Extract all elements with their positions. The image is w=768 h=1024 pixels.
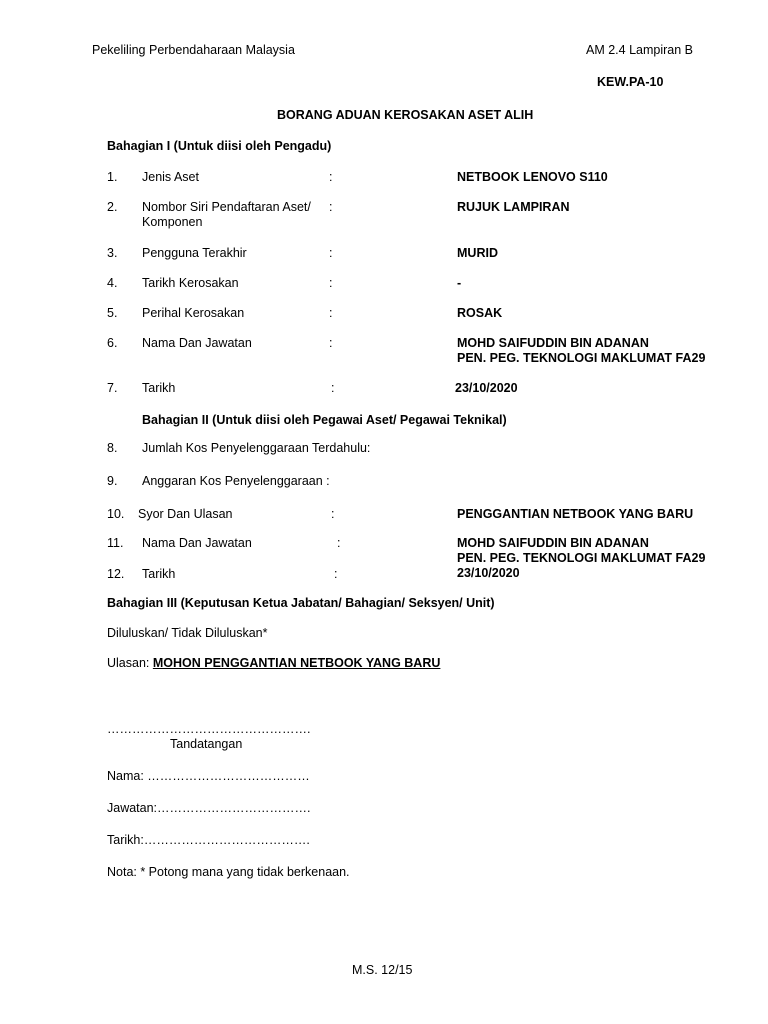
section2-heading: Bahagian II (Untuk diisi oleh Pegawai Aset/ Pegawai Teknikal) [142,413,507,427]
row-label: Tarikh Kerosakan [142,276,239,290]
row-number: 5. [107,306,118,320]
form-code: KEW.PA-10 [597,75,664,89]
row-value: ROSAK [457,306,503,320]
row-label: Nama Dan Jawatan [142,536,252,550]
row-colon: : [329,246,333,260]
row-value: NETBOOK LENOVO S110 [457,170,608,184]
jawatan-field: Jawatan:………………………………. [107,801,311,815]
section1-heading: Bahagian I (Untuk diisi oleh Pengadu) [107,139,332,153]
row-label: Anggaran Kos Penyelenggaraan : [142,474,330,488]
row-number: 3. [107,246,118,260]
row-value: MOHD SAIFUDDIN BIN ADANAN [457,336,649,350]
row-number: 2. [107,200,118,214]
row-colon: : [331,381,335,395]
page-number: M.S. 12/15 [352,963,413,977]
row-colon: : [329,276,333,290]
header-right: AM 2.4 Lampiran B [586,43,693,57]
row-label: Nombor Siri Pendaftaran Aset/ [142,200,311,214]
form-title: BORANG ADUAN KEROSAKAN ASET ALIH [277,108,534,122]
row-value: PENGGANTIAN NETBOOK YANG BARU [457,507,694,521]
row-label: Nama Dan Jawatan [142,336,252,350]
row-value-line2: PEN. PEG. TEKNOLOGI MAKLUMAT FA29 [457,551,706,565]
row-number: 9. [107,474,118,488]
ulasan-line [107,656,440,671]
row-number: 4. [107,276,118,290]
row-number: 7. [107,381,118,395]
row-label-line2: Komponen [142,215,203,229]
row-colon: : [329,200,333,214]
row-label: Tarikh [142,381,176,395]
row-label: Tarikh [142,567,176,581]
row-label: Syor Dan Ulasan [138,507,233,521]
row-number: 1. [107,170,118,184]
row-number: 12. [107,567,125,581]
row-colon: : [329,306,333,320]
row-number: 10. [107,507,125,521]
signature-line: …………………………………………. [107,722,311,736]
row-label: Jenis Aset [142,170,199,184]
row-value: - [457,276,462,290]
row-number: 6. [107,336,118,350]
row-value-line2: PEN. PEG. TEKNOLOGI MAKLUMAT FA29 [457,351,706,365]
ulasan-label: Ulasan: [107,656,153,670]
approval-status: Diluluskan/ Tidak Diluluskan* [107,626,268,640]
row-colon: : [334,567,338,581]
row-value: 23/10/2020 [457,566,520,580]
nota-text: Nota: * Potong mana yang tidak berkenaan. [107,865,350,879]
row-value: 23/10/2020 [455,381,518,395]
row-value: RUJUK LAMPIRAN [457,200,570,214]
row-label: Perihal Kerosakan [142,306,245,320]
row-colon: : [329,336,333,350]
row-number: 11. [107,536,124,550]
section3-heading: Bahagian III (Keputusan Ketua Jabatan/ Bahagian/ Seksyen/ Unit) [107,596,495,610]
tarikh-field: Tarikh:…………………………………. [107,833,310,847]
header-left: Pekeliling Perbendaharaan Malaysia [92,43,295,57]
ulasan-value: MOHON PENGGANTIAN NETBOOK YANG BARU [152,656,441,670]
row-colon: : [337,536,341,550]
nama-field: Nama: ………………………………… [107,769,310,783]
row-value: MURID [457,246,498,260]
row-value: MOHD SAIFUDDIN BIN ADANAN [457,536,649,550]
row-label: Pengguna Terakhir [142,246,247,260]
row-colon: : [329,170,333,184]
row-label: Jumlah Kos Penyelenggaraan Terdahulu: [142,441,371,455]
row-colon: : [331,507,335,521]
row-number: 8. [107,441,118,455]
signature-label: Tandatangan [170,737,243,751]
